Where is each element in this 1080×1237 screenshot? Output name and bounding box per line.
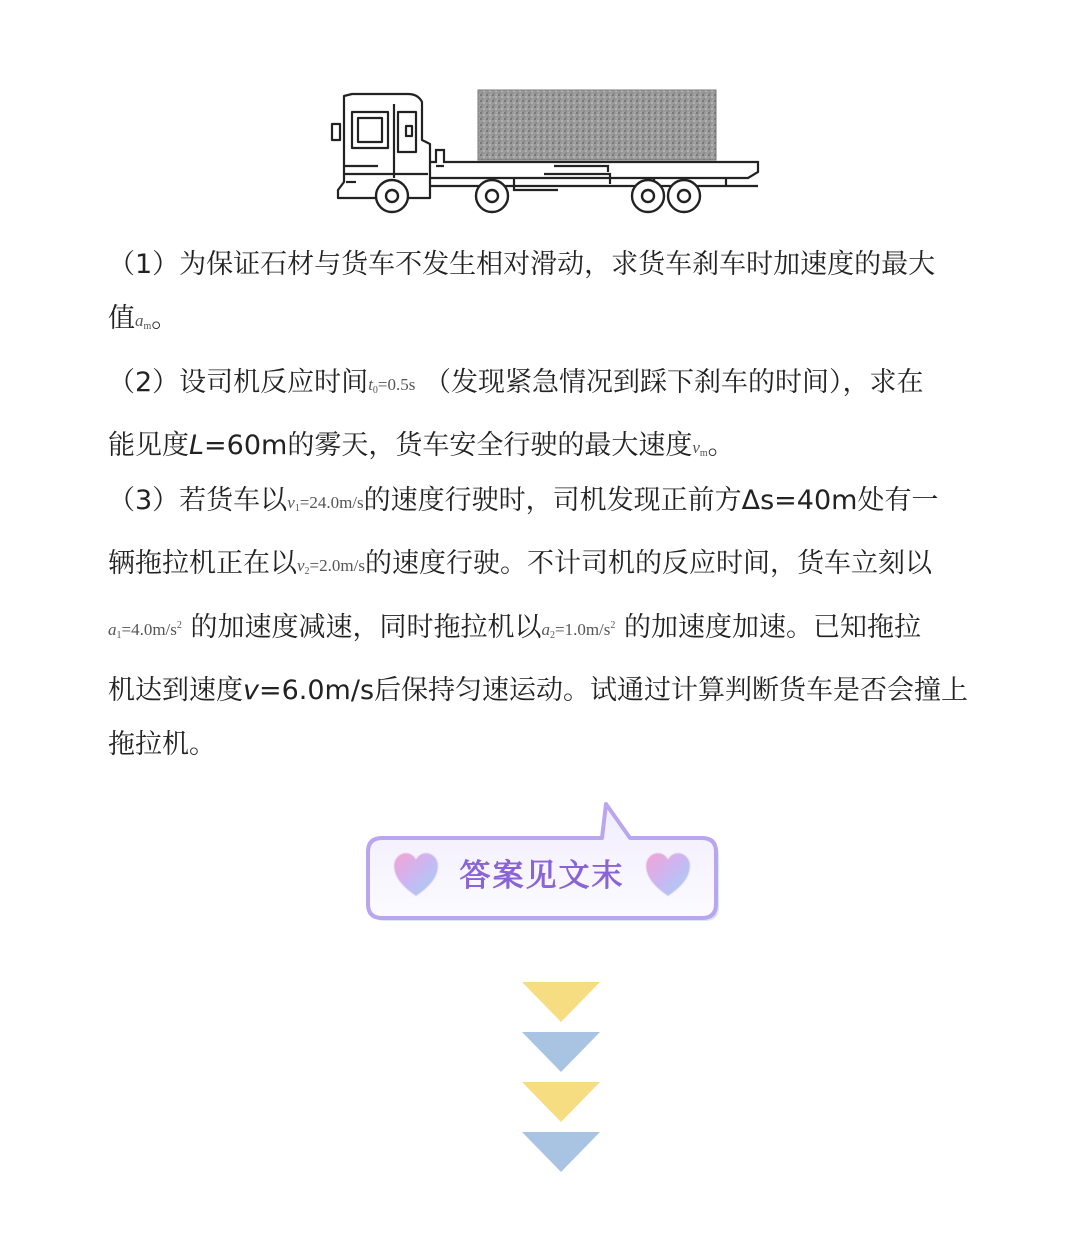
- triangle-down-icon: [522, 1132, 600, 1172]
- question-3-line-3: $a_1=4.0m/s^2$ 的加速度减速，同时拖拉机以$a_2=1.0m/s^2$ 的加速度加速。已知拖拉: [108, 612, 921, 643]
- answer-banner-text: 答案见文末: [459, 858, 625, 894]
- symbol-a-m: $a_m$: [135, 311, 152, 332]
- truck-illustration: [318, 82, 768, 222]
- question-2-line-1: （2）设司机反应时间$t_0=0.5s$ （发现紧急情况到踩下刹车的时间），求在: [108, 367, 924, 398]
- triangle-down-icon: [522, 1082, 600, 1122]
- stone-block: [478, 90, 716, 160]
- question-1: [108, 238, 988, 355]
- symbol-a2: $a_2=1.0m/s^2$: [541, 620, 616, 641]
- symbol-a1: $a_1=4.0m/s^2$: [108, 620, 182, 641]
- question-2-line-2: 能见度L=60m的雾天，货车安全行驶的最大速度$v_m$。: [108, 430, 735, 461]
- question-3-line-2: 辆拖拉机正在以$v_2=2.0m/s$的速度行驶。不计司机的反应时间，货车立刻以: [108, 548, 932, 579]
- answer-banner: [364, 800, 720, 924]
- question-3-line-5: 拖拉机。: [108, 729, 216, 760]
- question-3-line-4: 机达到速度v=6.0m/s后保持匀速运动。试通过计算判断货车是否会撞上: [108, 675, 969, 706]
- question-1-line-1: （1）为保证石材与货车不发生相对滑动，求货车刹车时加速度的最大: [108, 249, 936, 280]
- symbol-v1: $v_1=24.0m/s$: [287, 493, 364, 514]
- truck-wheels: [376, 180, 700, 212]
- down-arrows: [520, 980, 602, 1176]
- question-1-line-2: 值$a_m$。: [108, 303, 179, 334]
- symbol-v-m: $v_m$: [692, 438, 708, 459]
- symbol-t0: $t_0=0.5s$: [368, 375, 416, 396]
- triangle-down-icon: [522, 982, 600, 1022]
- truck-cab: [332, 94, 430, 198]
- symbol-v2: $v_2=2.0m/s$: [297, 556, 365, 577]
- question-3-line-1: （3）若货车以$v_1=24.0m/s$的速度行驶时，司机发现正前方Δs=40m处有一: [108, 485, 939, 516]
- question-2: [108, 356, 988, 482]
- question-3: [108, 474, 988, 772]
- triangle-down-icon: [522, 1032, 600, 1072]
